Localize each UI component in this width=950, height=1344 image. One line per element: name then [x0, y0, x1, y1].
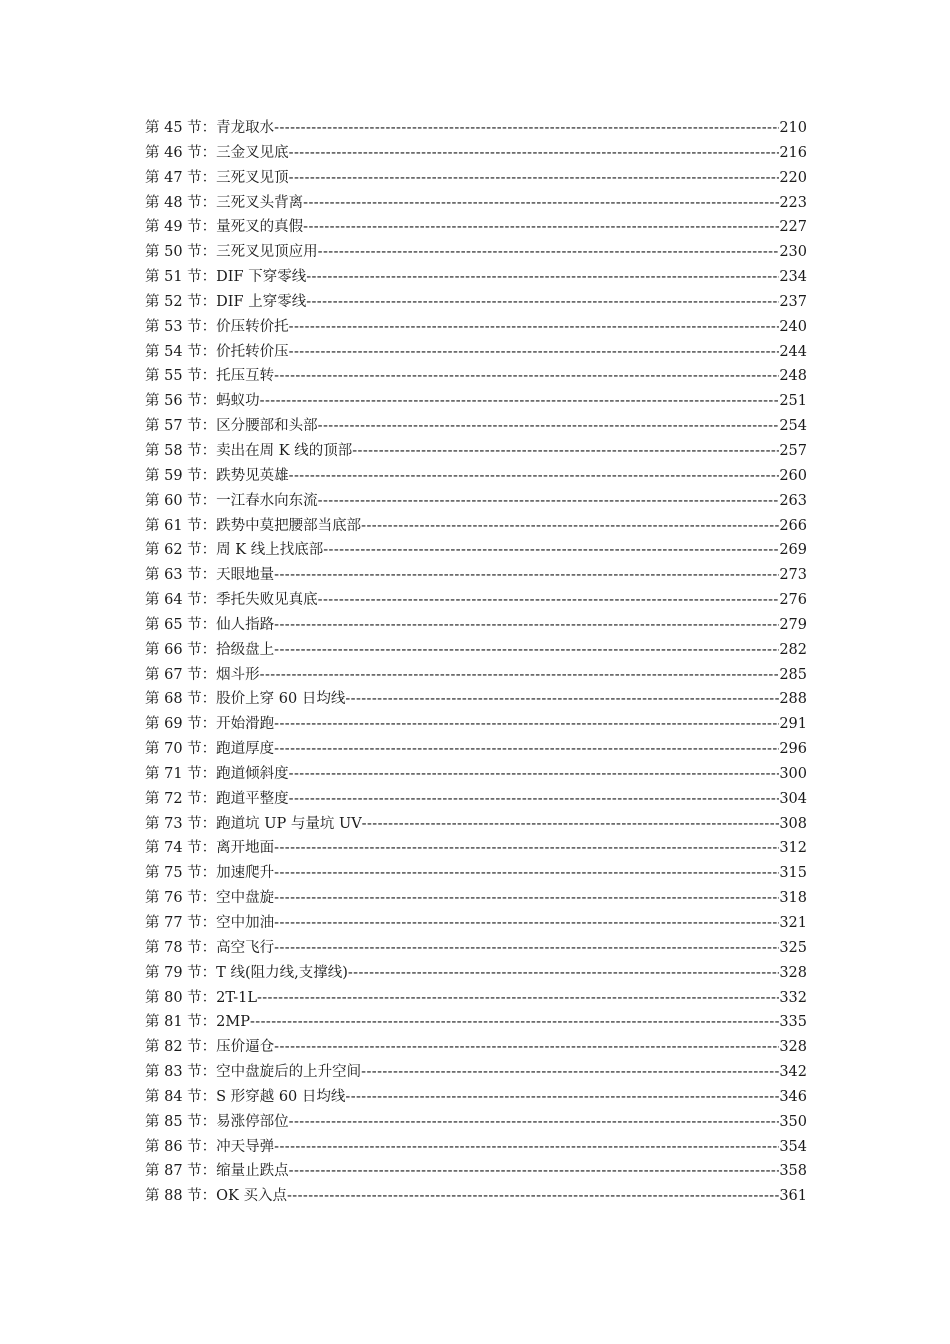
toc-entry: [145, 961, 807, 986]
toc-entry: [145, 787, 807, 812]
toc-entry-page-number: 260: [779, 467, 807, 484]
toc-entry-title: 第 61 节：跌势中莫把腰部当底部: [145, 517, 362, 534]
toc-entry: [145, 663, 807, 688]
toc-entry-leader: [274, 1035, 779, 1060]
toc-entry-title: 第 71 节：跑道倾斜度: [145, 765, 289, 782]
toc-entry: [145, 1135, 807, 1160]
toc-entry-leader: [260, 663, 780, 688]
toc-entry: [145, 364, 807, 389]
toc-entry-title: 第 86 节：冲天导弹: [145, 1138, 275, 1155]
toc-entry: [145, 215, 807, 240]
toc-entry-leader: [274, 911, 779, 936]
toc-entry-page-number: 279: [779, 616, 807, 633]
toc-entry-title: 第 64 节：季托失败见真底: [145, 592, 318, 609]
toc-entry: [145, 1060, 807, 1085]
toc-entry-page-number: 220: [779, 169, 807, 186]
toc-entry-title: 第 68 节：股价上穿 60 日均线: [145, 691, 346, 708]
toc-entry-page-number: 354: [779, 1138, 807, 1155]
toc-entry-title: 第 52 节：DIF 上穿零线: [145, 293, 307, 310]
toc-entry-page-number: 210: [779, 120, 807, 136]
toc-entry-title: 第 67 节：烟斗形: [145, 666, 260, 683]
toc-entry-page-number: 266: [779, 517, 807, 534]
toc-entry-leader: [274, 116, 779, 141]
toc-entry-leader: [361, 514, 779, 539]
toc-entry-title: 第 80 节：2T-1L: [145, 989, 257, 1006]
toc-entry-title: 第 79 节：T 线(阻力线,支撑线): [145, 964, 348, 981]
toc-entry: [145, 414, 807, 439]
toc-entry: [145, 538, 807, 563]
toc-entry: [145, 1159, 807, 1184]
toc-entry-leader: [352, 439, 779, 464]
toc-entry-leader: [289, 1159, 780, 1184]
toc-entry: [145, 240, 807, 265]
toc-entry-page-number: 251: [779, 393, 807, 410]
toc-entry-leader: [274, 836, 779, 861]
toc-entry: [145, 737, 807, 762]
toc-entry-leader: [274, 737, 779, 762]
toc-entry-title: 第 82 节：压价逼仓: [145, 1039, 275, 1056]
toc-entry-title: 第 77 节：空中加油: [145, 915, 275, 931]
toc-entry-page-number: 254: [779, 418, 807, 435]
toc-entry-title: 第 85 节：易涨停部位: [145, 1113, 289, 1130]
toc-entry-page-number: 273: [779, 567, 807, 584]
toc-entry-page-number: 237: [779, 293, 807, 310]
toc-entry-leader: [345, 687, 779, 712]
toc-entry-leader: [274, 861, 779, 886]
toc-entry-page-number: 304: [779, 790, 807, 807]
toc-entry-leader: [303, 215, 779, 240]
toc-entry-title: 第 74 节：离开地面: [145, 840, 275, 857]
toc-entry-title: 第 87 节：缩量止跌点: [145, 1163, 289, 1180]
toc-entry-title: 第 83 节：空中盘旋后的上升空间: [145, 1064, 362, 1081]
toc-entry-page-number: 257: [779, 442, 807, 459]
toc-entry-title: 第 81 节：2MP: [145, 1014, 250, 1031]
toc-entry-title: 第 63 节：天眼地量: [145, 567, 275, 584]
toc-entry-leader: [257, 986, 779, 1011]
toc-entry-leader: [348, 961, 779, 986]
toc-entry: [145, 638, 807, 663]
toc-entry-title: 第 65 节：仙人指路: [145, 616, 275, 633]
toc-entry-title: 第 75 节：加速爬升: [145, 865, 275, 882]
toc-entry-title: 第 59 节：跌势见英雄: [145, 467, 289, 484]
toc-entry-title: 第 45 节：青龙取水: [145, 120, 275, 136]
toc-entry-page-number: 240: [779, 318, 807, 335]
toc-entry-leader: [250, 1010, 779, 1035]
toc-entry-leader: [287, 1184, 779, 1209]
toc-entry-title: 第 54 节：价托转价压: [145, 343, 289, 360]
toc-entry: [145, 1110, 807, 1135]
toc-entry-page-number: 230: [779, 244, 807, 261]
toc-entry-title: 第 73 节：跑道坑 UP 与量坑 UV: [145, 815, 362, 832]
toc-entry-page-number: 321: [779, 915, 807, 931]
toc-entry-leader: [361, 1060, 779, 1085]
toc-entry: [145, 141, 807, 166]
toc-entry-leader: [289, 464, 780, 489]
toc-entry-leader: [289, 762, 780, 787]
toc-entry-title: 第 62 节：周 K 线上找底部: [145, 542, 324, 559]
toc-entry-page-number: 244: [779, 343, 807, 360]
toc-entry-leader: [318, 588, 780, 613]
toc-entry-page-number: 263: [779, 492, 807, 509]
toc-entry-title: 第 70 节：跑道厚度: [145, 741, 275, 758]
toc-entry-title: 第 53 节：价压转价托: [145, 318, 289, 335]
toc-entry-leader: [306, 265, 779, 290]
toc-entry: [145, 315, 807, 340]
toc-entry-title: 第 78 节：高空飞行: [145, 939, 275, 956]
toc-entry: [145, 812, 807, 837]
toc-entry-page-number: 346: [779, 1088, 807, 1105]
toc-entry-leader: [274, 712, 779, 737]
toc-entry-title: 第 72 节：跑道平整度: [145, 790, 289, 807]
toc-entry: [145, 563, 807, 588]
toc-entry-leader: [303, 191, 779, 216]
toc-entry-page-number: 227: [779, 219, 807, 236]
toc-entry-page-number: 332: [779, 989, 807, 1006]
toc-entry-page-number: 318: [779, 890, 807, 907]
toc-entry-leader: [274, 563, 779, 588]
toc-entry: [145, 911, 807, 936]
toc-entry-page-number: 291: [779, 716, 807, 733]
toc-entry-page-number: 325: [779, 939, 807, 956]
toc-entry: [145, 489, 807, 514]
toc-entry-title: 第 88 节：OK 买入点: [145, 1188, 287, 1205]
toc-entry-leader: [289, 787, 780, 812]
toc-entry-leader: [362, 812, 780, 837]
toc-entry-leader: [323, 538, 779, 563]
toc-entry-page-number: 312: [779, 840, 807, 857]
toc-entry-leader: [289, 141, 780, 166]
toc-entry-page-number: 282: [779, 641, 807, 658]
toc-entry-page-number: 223: [779, 194, 807, 211]
toc-entry-title: 第 58 节：卖出在周 K 线的顶部: [145, 442, 353, 459]
toc-entry: [145, 936, 807, 961]
toc-entry-leader: [274, 1135, 779, 1160]
toc-entry-title: 第 84 节：S 形穿越 60 日均线: [145, 1088, 346, 1105]
toc-entry: [145, 762, 807, 787]
toc-entry: [145, 191, 807, 216]
toc-entry-title: 第 57 节：区分腰部和头部: [145, 418, 318, 435]
toc-entry-page-number: 358: [779, 1163, 807, 1180]
toc-entry-page-number: 342: [779, 1064, 807, 1081]
toc-entry-leader: [274, 364, 779, 389]
toc-entry: [145, 1035, 807, 1060]
toc-entry-page-number: 285: [779, 666, 807, 683]
toc-entry-page-number: 269: [779, 542, 807, 559]
toc-entry-leader: [289, 1110, 780, 1135]
toc-entry: [145, 290, 807, 315]
toc-entry-page-number: 300: [779, 765, 807, 782]
toc-entry-page-number: 335: [779, 1014, 807, 1031]
toc-entry: [145, 340, 807, 365]
toc-entry-page-number: 361: [779, 1188, 807, 1205]
toc-entry: [145, 687, 807, 712]
toc-entry: [145, 613, 807, 638]
toc-entry-leader: [274, 638, 779, 663]
toc-entry: [145, 886, 807, 911]
toc-entry-page-number: 328: [779, 964, 807, 981]
toc-entry: [145, 1184, 807, 1209]
toc-entry-page-number: 276: [779, 592, 807, 609]
toc-entry-page-number: 296: [779, 741, 807, 758]
toc-entry: [145, 166, 807, 191]
toc-entry-leader: [289, 166, 780, 191]
toc-entry-page-number: 328: [779, 1039, 807, 1056]
toc-entry: [145, 712, 807, 737]
toc-entry-title: 第 66 节：拾级盘上: [145, 641, 275, 658]
toc-entry-leader: [274, 613, 779, 638]
toc-entry-leader: [318, 489, 780, 514]
toc-entry: [145, 464, 807, 489]
toc-entry-title: 第 50 节：三死叉见顶应用: [145, 244, 318, 261]
toc-entry-leader: [306, 290, 779, 315]
toc-entry-page-number: 234: [779, 269, 807, 286]
toc-entry: [145, 389, 807, 414]
toc-entry-title: 第 48 节：三死叉头背离: [145, 194, 304, 211]
toc-entry: [145, 861, 807, 886]
toc-entry: [145, 439, 807, 464]
table-of-contents: [145, 116, 807, 1209]
toc-entry-title: 第 46 节：三金叉见底: [145, 144, 289, 161]
toc-entry-title: 第 55 节：托压互转: [145, 368, 275, 385]
toc-entry-leader: [345, 1085, 779, 1110]
toc-entry-title: 第 69 节：开始滑跑: [145, 716, 275, 733]
toc-entry: [145, 1085, 807, 1110]
toc-entry-leader: [274, 936, 779, 961]
toc-entry: [145, 588, 807, 613]
toc-entry-page-number: 308: [779, 815, 807, 832]
toc-entry: [145, 116, 807, 141]
toc-entry-title: 第 60 节：一江春水向东流: [145, 492, 318, 509]
toc-entry-page-number: 350: [779, 1113, 807, 1130]
toc-entry-leader: [318, 240, 780, 265]
toc-entry-leader: [289, 315, 780, 340]
toc-entry-title: 第 56 节：蚂蚁功: [145, 393, 260, 410]
toc-entry-page-number: 216: [779, 144, 807, 161]
toc-entry-page-number: 315: [779, 865, 807, 882]
toc-entry-title: 第 49 节：量死叉的真假: [145, 219, 304, 236]
toc-entry-title: 第 76 节：空中盘旋: [145, 890, 275, 907]
toc-entry: [145, 986, 807, 1011]
toc-entry-leader: [318, 414, 780, 439]
toc-entry: [145, 1010, 807, 1035]
toc-entry-title: 第 51 节：DIF 下穿零线: [145, 269, 307, 286]
toc-entry-leader: [260, 389, 780, 414]
toc-entry-page-number: 248: [779, 368, 807, 385]
toc-entry-leader: [274, 886, 779, 911]
toc-entry: [145, 836, 807, 861]
toc-entry-page-number: 288: [779, 691, 807, 708]
toc-entry: [145, 514, 807, 539]
toc-entry-title: 第 47 节：三死叉见顶: [145, 169, 289, 186]
toc-entry: [145, 265, 807, 290]
toc-entry-leader: [289, 340, 780, 365]
